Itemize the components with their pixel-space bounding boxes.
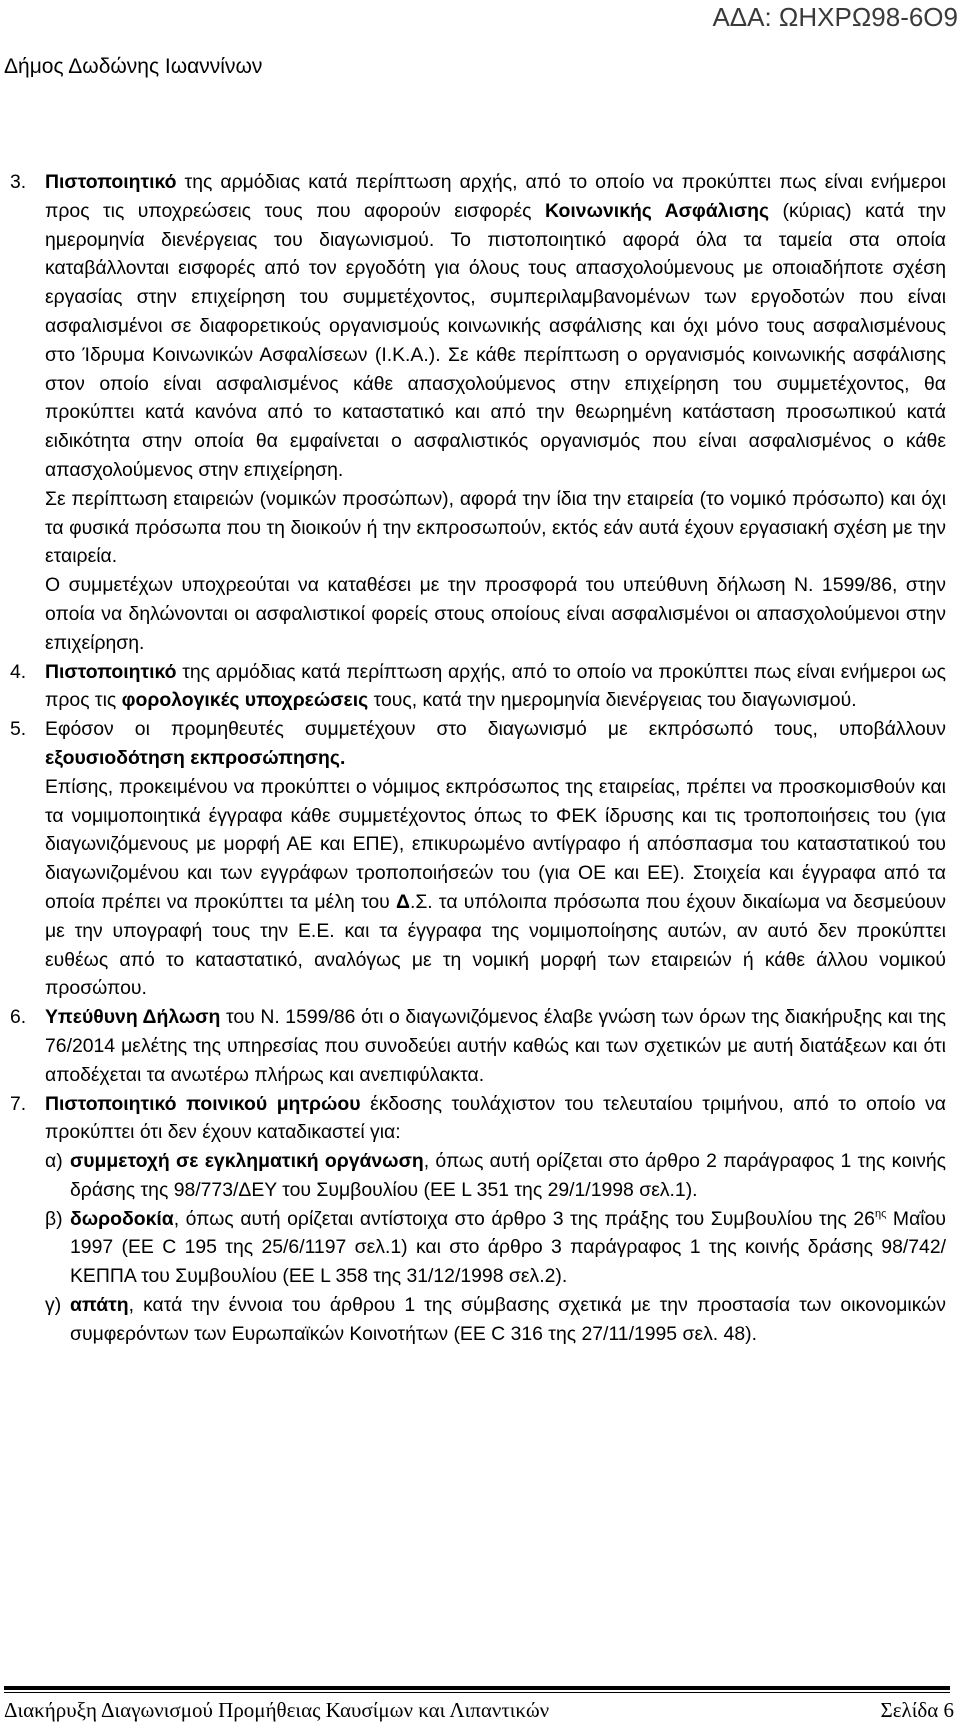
sub-item-letter: α) <box>45 1150 63 1173</box>
list-item-6 <box>10 1003 946 1089</box>
body-text: του Ν. 1599/86 ότι ο διαγωνιζόμενος έλαβε γνώση των όρων της διακήρυξης και της 76/2014 μελέτης της υπηρεσίας που συνοδεύει αυτήν καθώς και των σχετικών με αυτή διατάξεων και ότι αποδέχεται τα ανωτέρω πλήρως και ανεπιφύλακτα. <box>45 1006 946 1086</box>
list-item-4 <box>10 658 946 716</box>
list-item-3 <box>10 168 946 658</box>
bold-text: Κοινωνικής Ασφάλισης <box>545 199 770 222</box>
body-text: , όπως αυτή ορίζεται στο άρθρο 2 παράγραφος 1 της κοινής δράσης της 98/773/ΔΕΥ του Συμβουλίου (ΕΕ L 351 της 29/1/1998 σελ.1). <box>70 1150 946 1201</box>
sub-item-letter: γ) <box>45 1294 62 1317</box>
body-text: τους, κατά την ημερομηνία διενέργειας του διαγωνισμού. <box>368 689 857 712</box>
item-4-paragraph <box>45 658 946 716</box>
bold-text: Υπεύθυνη Δήλωση <box>45 1006 221 1029</box>
sub-item-a-text <box>70 1147 946 1205</box>
sub-item-letter: β) <box>45 1207 63 1230</box>
item-3-paragraph-2: Σε περίπτωση εταιρειών (νομικών προσώπων), αφορά την ίδια την εταιρεία (το νομικό πρόσωπο) και όχι τα φυσικά πρόσωπα που τη διοικούν ή την εκπροσωπούν, εκτός εάν αυτά έχουν εργασιακή σχέση με την εταιρεία. <box>45 487 946 568</box>
page-number: Σελίδα 6 <box>880 1698 954 1722</box>
bold-text: δωροδοκία <box>70 1207 174 1230</box>
body-text: Εφόσον οι προμηθευτές συμμετέχουν στο διαγωνισμό με εκπρόσωπό τους, υποβάλλουν <box>45 718 946 741</box>
document-body <box>10 168 946 1349</box>
body-text: της αρμόδιας κατά περίπτωση αρχής, από το οποίο να προκύπτει πως είναι ενήμεροι προς τις υποχρεώσεις τους που αφορούν εισφορές <box>45 171 946 222</box>
item-5-paragraph-2 <box>45 773 946 1003</box>
list-item-7 <box>10 1090 946 1148</box>
sub-item-a <box>10 1147 946 1205</box>
body-text: Επίσης, προκειμένου να προκύπτει ο νόμιμος εκπρόσωπος της εταιρείας, πρέπει να προσκομισθούν και τα νομιμοποιητικά έγγραφα κάθε συμμετέχοντος όπως το ΦΕΚ ίδρυσης και τις τροποποιήσεις του (για διαγωνιζόμενους με μορφή ΑΕ και ΕΠΕ), επικυρωμένο αντίγραφο ή απόσπασμα του καταστατικού του διαγωνιζομένου και των εγγράφων τροποποιήσεών του (για ΟΕ και ΕΕ). Στοιχεία και έγγραφα από τα οποία πρέπει να προκύπτει τα μέλη του <box>45 775 946 913</box>
bold-text: Πιστοποιητικό ποινικού μητρώου <box>45 1092 361 1115</box>
bold-text: Δ <box>396 890 410 913</box>
item-6-paragraph <box>45 1003 946 1089</box>
bold-text: Πιστοποιητικό <box>45 660 177 683</box>
superscript: ης <box>874 1207 887 1220</box>
body-text: (κύριας) κατά την ημερομηνία διενέργειας του διαγωνισμού. Το πιστοποιητικό αφορά όλα τα ταμεία στα οποία καταβάλλονται εισφορές από τον εργοδότη για όλους τους απασχολούμενους με οποιαδήποτε σχέση εργασίας στην επιχείρηση του συμμετέχοντος, συμπεριλαμβανομένων των εργοδοτών που είναι ασφαλισμένοι σε διαφορετικούς οργανισμούς κοινωνικής ασφάλισης και όχι μόνο τους ασφαλισμένους στο Ίδρυμα Κοινωνικών Ασφαλίσεων (Ι.Κ.Α.). Σε κάθε περίπτωση ο οργανισμός κοινωνικής ασφάλισης στον οποίο είναι ασφαλισμένος κάθε απασχολούμενος στην επιχείρηση του συμμετέχοντος, θα προκύπτει κατά κανόνα από το καταστατικό και από την θεωρημένη κατάσταση προσωπικού κατά ειδικότητα στην οποία θα εμφαίνεται ο ασφαλιστικός οργανισμός που είναι ασφαλισμένος ο κάθε απασχολούμενος στην επιχείρηση. <box>45 199 946 481</box>
item-number: 6. <box>10 1006 27 1029</box>
sub-item-b <box>10 1205 946 1291</box>
item-number: 3. <box>10 171 27 193</box>
sub-item-b-text <box>70 1205 946 1291</box>
footer-title: Διακήρυξη Διαγωνισμού Προμήθειας Καυσίμων και Λιπαντικών <box>4 1698 550 1722</box>
body-text: έκδοσης τουλάχιστον του τελευταίου τριμήνου, από το οποίο να προκύπτει ότι δεν έχουν καταδικαστεί για: <box>45 1092 946 1144</box>
item-5-paragraph-1 <box>45 715 946 773</box>
sub-item-c <box>10 1291 946 1349</box>
bold-text: Πιστοποιητικό <box>45 171 177 193</box>
body-text: .Σ. τα υπόλοιπα πρόσωπα που έχουν δικαίωμα να δεσμεύουν με την υπογραφή τους την Ε.Ε. και τα έγγραφα της νομιμοποίησης αυτών, αν αυτό δεν προκύπτει ευθέως από το καταστατικό, αναλόγως με τη νομική μορφή των εταιρειών ή κάθε άλλου νομικού προσώπου. <box>45 890 946 1000</box>
sub-item-c-text <box>70 1291 946 1349</box>
item-number: 5. <box>10 718 27 741</box>
footer-divider-thin <box>4 1692 950 1693</box>
list-item-5 <box>10 715 946 1003</box>
municipality-header: Δήμος Δωδώνης Ιωαννίνων <box>4 55 263 78</box>
bold-text: συμμετοχή σε εγκληματική οργάνωση <box>70 1150 424 1173</box>
body-text: της αρμόδιας κατά περίπτωση αρχής, από το οποίο να προκύπτει πως είναι ενήμεροι ως προς τις <box>45 660 946 712</box>
ada-code: ΑΔΑ: ΩΗΧΡΩ98-6Ο9 <box>712 2 958 32</box>
bold-text: απάτη <box>70 1294 129 1317</box>
footer-divider-thick <box>4 1686 950 1690</box>
bold-text: φορολογικές υποχρεώσεις <box>121 689 369 712</box>
bold-text: εξουσιοδότηση εκπροσώπησης. <box>45 746 346 769</box>
item-7-paragraph <box>45 1090 946 1148</box>
body-text: Μαΐου 1997 (ΕΕ C 195 της 25/6/1197 σελ.1) και στο άρθρο 3 παράγραφος 1 της κοινής δράσης 98/742/ΚΕΠΠΑ του Συμβουλίου (ΕΕ L 358 της 31/12/1998 σελ.2). <box>70 1207 946 1288</box>
item-3-paragraph-1 <box>45 168 946 485</box>
item-3-paragraph-3: Ο συμμετέχων υποχρεούται να καταθέσει με την προσφορά του υπεύθυνη δήλωση Ν. 1599/86, στην οποία να δηλώνονται οι ασφαλιστικοί φορείς στους οποίους είναι ασφαλισμένοι οι απασχολούμενοι στην επιχείρηση. <box>45 574 946 654</box>
body-text: , κατά την έννοια του άρθρου 1 της σύμβασης σχετικά με την προστασία των οικονομικών συμφερόντων των Ευρωπαϊκών Κοινοτήτων (ΕΕ C 316 της 27/11/1995 σελ. 48). <box>70 1294 946 1345</box>
item-number: 7. <box>10 1092 27 1115</box>
item-number: 4. <box>10 660 27 683</box>
body-text: , όπως αυτή ορίζεται αντίστοιχα στο άρθρο 3 της πράξης του Συμβουλίου της 26 <box>173 1207 875 1230</box>
